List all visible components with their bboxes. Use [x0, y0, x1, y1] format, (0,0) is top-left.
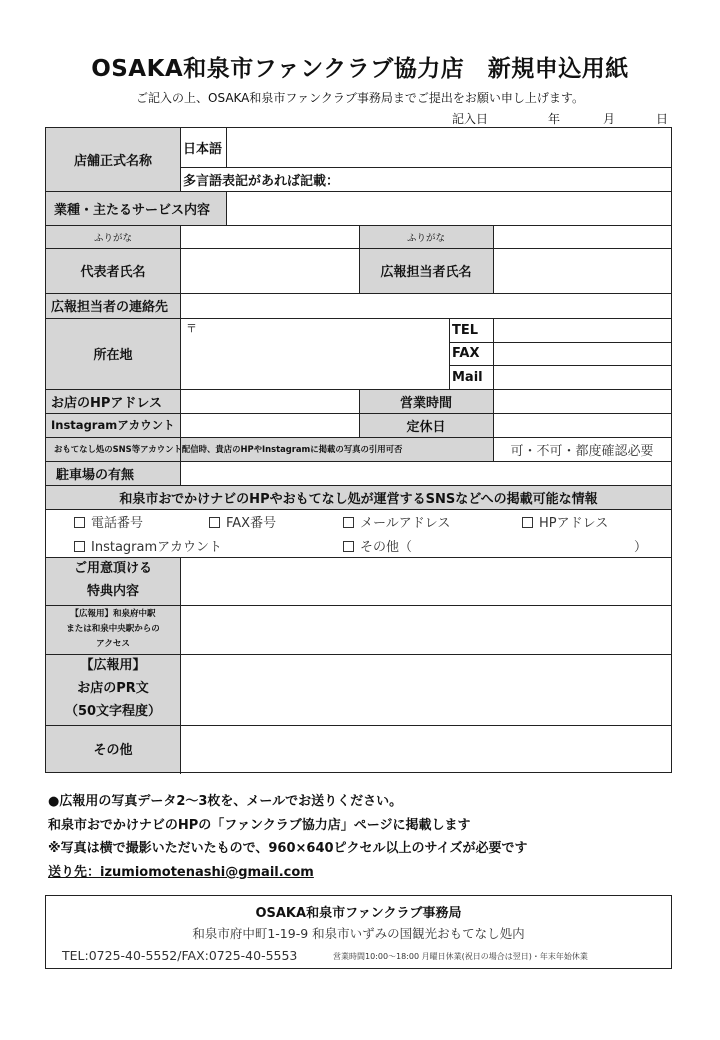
checkbox-email-label: メールアドレス	[360, 516, 451, 531]
checkbox-instagram-label: Instagramアカウント	[91, 540, 223, 555]
note-line-2: 和泉市おでかけナビのHPの「ファンクラブ協力店」ページに掲載します	[48, 817, 471, 833]
checkbox-other-close: ）	[634, 540, 648, 555]
tel-label: TEL	[452, 322, 479, 338]
instagram-label: Instagramアカウント	[46, 413, 180, 437]
checkbox-other-label: その他（	[360, 540, 413, 555]
access-label	[46, 605, 180, 654]
checkbox-other[interactable]	[343, 536, 412, 555]
checkbox-hp-label: HPアドレス	[539, 516, 609, 531]
pr-text-label-line1: 【広報用】	[80, 658, 146, 674]
grid-line	[359, 225, 360, 293]
note-line-1: ●広報用の写真データ2～3枚を、メールでお送りください。	[48, 794, 403, 809]
hours-field[interactable]	[493, 389, 671, 413]
grid-line	[180, 128, 181, 191]
business-type-field[interactable]	[226, 191, 671, 225]
fax-label: FAX	[452, 346, 480, 361]
pr-text-label	[46, 654, 180, 725]
checkbox-fax[interactable]	[209, 512, 276, 531]
checkbox-phone[interactable]	[74, 512, 143, 531]
benefit-field[interactable]	[180, 557, 671, 605]
other-field[interactable]	[180, 725, 671, 772]
checkbox-hp[interactable]	[522, 512, 608, 531]
representative-furigana-field[interactable]	[180, 225, 359, 248]
office-hours: 営業時間10:00～18:00 月曜日休業(祝日の場合は翌日)・年末年始休業	[333, 952, 588, 961]
grid-line	[226, 191, 227, 225]
access-field[interactable]	[180, 605, 671, 654]
grid-line	[226, 128, 227, 167]
business-type-label: 業種・主たるサービス内容	[46, 191, 226, 225]
checkbox-icon	[209, 517, 220, 528]
access-label-line3: アクセス	[96, 639, 130, 650]
pr-person-field[interactable]	[493, 248, 671, 293]
hp-address-field[interactable]	[180, 389, 359, 413]
japanese-name-field[interactable]	[226, 128, 671, 167]
representative-label: 代表者氏名	[46, 248, 180, 293]
grid-line	[493, 389, 494, 461]
furigana-label-2: ふりがな	[359, 225, 493, 248]
hp-address-label: お店のHPアドレス	[46, 389, 180, 413]
japanese-label: 日本語	[183, 142, 223, 157]
holiday-field[interactable]	[493, 413, 671, 437]
postal-mark[interactable]: 〒	[186, 322, 197, 335]
grid-line	[46, 557, 671, 558]
sns-permission-options[interactable]: 可・不可・都度確認必要	[510, 443, 654, 459]
grid-line	[46, 654, 671, 655]
grid-line	[180, 225, 181, 485]
checkbox-phone-label: 電話番号	[91, 516, 144, 531]
holiday-label: 定休日	[359, 413, 493, 437]
pr-person-furigana-field[interactable]	[493, 225, 671, 248]
checkbox-icon	[522, 517, 533, 528]
pr-contact-label: 広報担当者の連絡先	[46, 293, 180, 318]
notes	[48, 790, 528, 884]
office-address: 和泉市府中町1-19-9 和泉市いずみの国観光おもてなし処内	[192, 926, 525, 941]
grid-line	[493, 318, 494, 389]
furigana-label-1: ふりがな	[46, 225, 180, 248]
grid-line	[46, 461, 671, 462]
checkbox-icon	[343, 541, 354, 552]
office-name: OSAKA和泉市ファンクラブ事務局	[255, 906, 462, 921]
office-contact: TEL:0725-40-5552/FAX:0725-40-5553	[62, 948, 298, 963]
fax-field[interactable]	[493, 342, 671, 365]
mail-field[interactable]	[493, 365, 671, 389]
checkbox-icon	[74, 517, 85, 528]
access-label-line2: または和泉中央駅からの	[66, 623, 160, 634]
benefit-label-line1: ご用意頂ける	[73, 561, 152, 577]
checkbox-email[interactable]	[343, 512, 450, 531]
date-label: 記入日	[452, 112, 489, 126]
date-day: 日	[656, 112, 669, 126]
benefit-label-line2: 特典内容	[86, 584, 139, 599]
grid-line	[180, 167, 671, 168]
other-label: その他	[46, 725, 180, 772]
store-name-label: 店舗正式名称	[46, 128, 180, 191]
representative-field[interactable]	[180, 248, 359, 293]
date-year: 年	[548, 112, 561, 126]
parking-label: 駐車場の有無	[46, 461, 180, 485]
grid-line	[180, 557, 181, 774]
pr-text-label-line3: （50文字程度）	[64, 703, 162, 719]
grid-line	[46, 191, 671, 192]
pr-person-label: 広報担当者氏名	[359, 248, 493, 293]
checkbox-icon	[74, 541, 85, 552]
application-form	[45, 127, 672, 773]
grid-line	[449, 365, 671, 366]
checkbox-fax-label: FAX番号	[226, 516, 277, 531]
page-title: OSAKA和泉市ファンクラブ協力店 新規申込用紙	[91, 56, 629, 82]
multilingual-label[interactable]: 多言語表記があれば記載：	[183, 173, 340, 189]
tel-field[interactable]	[493, 318, 671, 342]
grid-line	[46, 318, 671, 319]
grid-line	[449, 318, 450, 389]
office-footer	[45, 895, 672, 969]
grid-line	[359, 389, 360, 437]
grid-line	[46, 509, 671, 510]
publishable-info-header: 和泉市おでかけナビのHPやおもてなし処が運営するSNSなどへの掲載可能な情報	[46, 485, 671, 509]
grid-line	[46, 485, 671, 486]
benefit-label	[46, 557, 180, 605]
note-line-3: ※写真は横で撮影いただいたもので、960×640ピクセル以上のサイズが必要です	[48, 841, 528, 856]
parking-field[interactable]	[180, 461, 671, 485]
grid-line	[449, 342, 671, 343]
grid-line	[46, 725, 671, 726]
pr-contact-field[interactable]	[180, 293, 671, 318]
pr-text-field[interactable]	[180, 654, 671, 725]
mail-label: Mail	[452, 369, 483, 385]
checkbox-instagram[interactable]	[74, 536, 222, 555]
address-label: 所在地	[46, 318, 180, 389]
instagram-field[interactable]	[180, 413, 359, 437]
page-subtitle: ご記入の上、OSAKA和泉市ファンクラブ事務局までご提出をお願い申し上げます。	[136, 91, 584, 105]
grid-line	[493, 225, 494, 293]
date-month: 月	[603, 112, 616, 126]
access-label-line1: 【広報用】和泉府中駅	[70, 608, 156, 619]
send-to-email-link[interactable]: 送り先：izumiomotenashi@gmail.com	[48, 864, 314, 880]
hours-label: 営業時間	[359, 389, 493, 413]
pr-text-label-line2: お店のPR文	[77, 681, 149, 697]
sns-permission-label: おもてなし処のSNS等アカウント配信時、貴店のHPやInstagramに掲載の写真の引用可否	[46, 437, 493, 461]
grid-line	[46, 293, 671, 294]
grid-line	[46, 605, 671, 606]
grid-line	[46, 437, 671, 438]
checkbox-icon	[343, 517, 354, 528]
